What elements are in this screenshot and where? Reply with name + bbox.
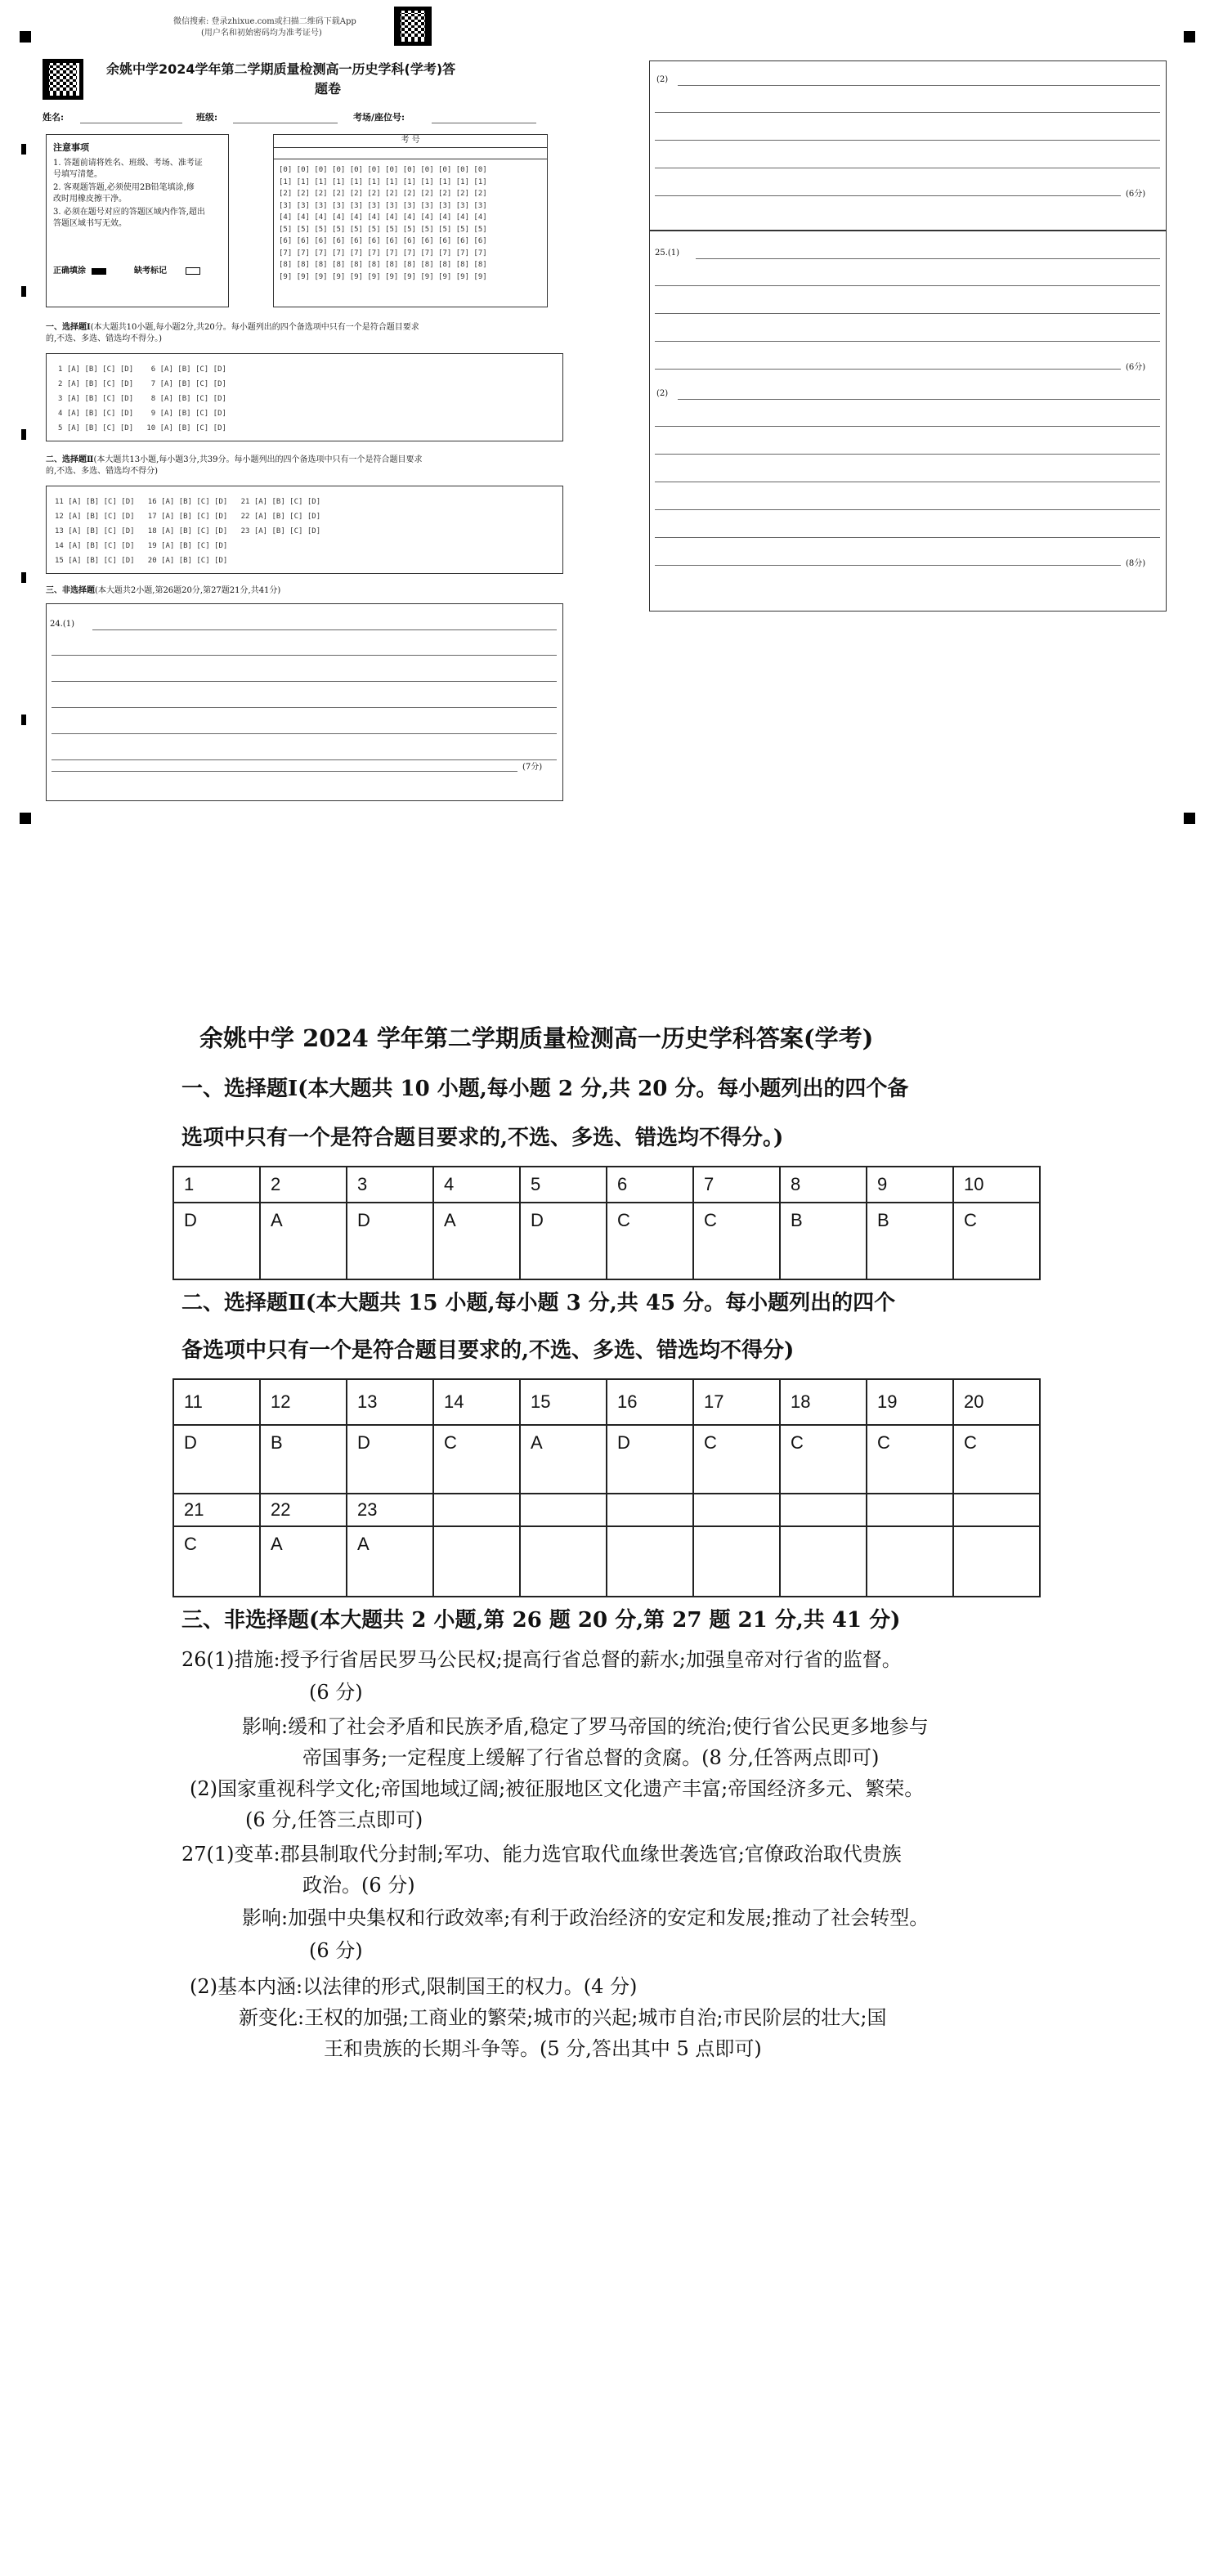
answer-26-1-impact-cont: 帝国事务;一定程度上缓解了行省总督的贪腐。(8 分,任答两点即可)	[302, 1746, 880, 1769]
q24-label: 24.(1)	[50, 620, 75, 629]
question-number-cell: 22	[260, 1494, 347, 1526]
answer-cell: D	[520, 1203, 607, 1279]
bubble-row[interactable]: 4 [A] [B] [C] [D] 9 [A] [B] [C] [D]	[58, 410, 226, 418]
bubble-row[interactable]: [8] [8] [8] [8] [8] [8] [8] [8] [8] [8] [8] [8]	[279, 261, 487, 269]
q-right-2-box	[649, 60, 1167, 231]
question-number-cell: 10	[953, 1167, 1040, 1203]
mc2-box	[46, 486, 563, 574]
sheet-title: 余姚中学2024学年第二学期质量检测高一历史学科(学考)答	[106, 61, 456, 77]
mc2-bubbles[interactable]	[55, 495, 320, 568]
answer-cell: D	[173, 1203, 260, 1279]
answer-cell	[780, 1526, 867, 1597]
answer-cell: C	[953, 1203, 1040, 1279]
question-number-cell	[953, 1494, 1040, 1526]
answer-27-2-changes: 新变化:王权的加强;工商业的繁荣;城市的兴起;城市自治;市民阶层的壮大;国	[239, 2006, 887, 2029]
answer-cell: C	[607, 1203, 693, 1279]
exam-number-label: 考 号	[274, 135, 547, 148]
question-number-cell	[520, 1494, 607, 1526]
missing-checkbox[interactable]	[186, 267, 200, 275]
correct-fill-sample	[92, 268, 106, 275]
answer-27-1-change-cont: 政治。(6 分)	[302, 1874, 415, 1897]
nc-desc: (本大题共2小题,第26题20分,第27题21分,共41分)	[95, 586, 281, 595]
answer-cell	[953, 1526, 1040, 1597]
question-number-cell: 3	[347, 1167, 433, 1203]
answer-27-2-meaning: (2)基本内涵:以法律的形式,限制国王的权力。(4 分)	[190, 1975, 638, 1998]
bubble-row[interactable]: 15 [A] [B] [C] [D] 20 [A] [B] [C] [D]	[55, 557, 228, 565]
timing-mark	[21, 572, 26, 583]
question-number-cell: 17	[693, 1379, 780, 1425]
question-number-cell	[867, 1494, 953, 1526]
answer-cell: D	[607, 1425, 693, 1494]
correct-fill-label: 正确填涂	[53, 267, 86, 276]
answer-cell	[693, 1526, 780, 1597]
answer-cell	[867, 1526, 953, 1597]
bubble-row[interactable]: [2] [2] [2] [2] [2] [2] [2] [2] [2] [2] [2] [2]	[279, 190, 487, 198]
bubble-row[interactable]: 3 [A] [B] [C] [D] 8 [A] [B] [C] [D]	[58, 395, 226, 403]
bubble-row[interactable]: [6] [6] [6] [6] [6] [6] [6] [6] [6] [6] [6] [6]	[279, 237, 487, 245]
question-number-cell: 15	[520, 1379, 607, 1425]
question-number-cell: 2	[260, 1167, 347, 1203]
question-number-cell: 9	[867, 1167, 953, 1203]
question-number-cell: 12	[260, 1379, 347, 1425]
answer-cell: B	[867, 1203, 953, 1279]
question-number-cell: 14	[433, 1379, 520, 1425]
sec1-heading-cont: 选项中只有一个是符合题目要求的,不选、多选、错选均不得分。)	[181, 1126, 784, 1150]
q25-label: 25.(1)	[655, 249, 680, 258]
answer-26-1-impact: 影响:缓和了社会矛盾和民族矛盾,稳定了罗马帝国的统治;使行省公民更多地参与	[242, 1715, 929, 1738]
question-number-cell: 19	[867, 1379, 953, 1425]
answer-cell: A	[433, 1203, 520, 1279]
answer-cell: D	[173, 1425, 260, 1494]
seat-label: 考场/座位号:	[353, 112, 405, 123]
answer-cell: C	[953, 1425, 1040, 1494]
bubble-row[interactable]: 13 [A] [B] [C] [D] 18 [A] [B] [C] [D] 23 [A] [B] [C] [D]	[55, 527, 321, 535]
notice-box	[46, 134, 229, 307]
answer-cell: A	[260, 1203, 347, 1279]
q24-score: (7分)	[522, 763, 543, 772]
timing-mark	[21, 144, 26, 155]
question-number-cell: 20	[953, 1379, 1040, 1425]
mc1-desc-cont: 的,不选、多选、错选均不得分。)	[46, 334, 163, 343]
mc1-box	[46, 353, 563, 441]
answer-26-1-score: (6 分)	[309, 1681, 363, 1704]
notice-item: 改时用橡皮擦干净。	[53, 195, 127, 204]
download-qr-code	[394, 7, 432, 46]
sec2-heading-cont: 备选项中只有一个是符合题目要求的,不选、多选、错选均不得分)	[181, 1338, 795, 1363]
notice-item: 答题区域书写无效。	[53, 219, 127, 228]
q25-box	[649, 231, 1167, 612]
sec3-heading: 三、非选择题(本大题共 2 小题,第 26 题 20 分,第 27 题 21 分,共 41 分)	[181, 1608, 901, 1633]
q25-2-label: (2)	[656, 389, 669, 398]
q-right-2-label: (2)	[656, 75, 669, 84]
question-number-cell: 1	[173, 1167, 260, 1203]
bubble-row[interactable]: 5 [A] [B] [C] [D] 10 [A] [B] [C] [D]	[58, 424, 226, 432]
answer-cell	[520, 1526, 607, 1597]
answer-table-2	[172, 1378, 1041, 1597]
corner-mark-br	[1184, 813, 1195, 824]
q25-2-score: (8分)	[1126, 559, 1146, 568]
bubble-row[interactable]: 2 [A] [B] [C] [D] 7 [A] [B] [C] [D]	[58, 380, 226, 388]
question-number-cell: 21	[173, 1494, 260, 1526]
notice-title: 注意事项	[53, 142, 89, 153]
mc2-heading: 二、选择题Ⅱ	[46, 455, 94, 464]
promo-text: 微信搜索: 登录zhixue.com或扫描二维码下载App	[173, 17, 356, 26]
name-label: 姓名:	[43, 112, 65, 123]
timing-mark	[21, 429, 26, 440]
exam-number-write-row[interactable]	[274, 148, 547, 159]
question-number-cell: 5	[520, 1167, 607, 1203]
answer-cell: C	[780, 1425, 867, 1494]
mc2-desc-cont: 的,不选、多选、错选均不得分)	[46, 467, 159, 476]
mc1-desc: (本大题共10小题,每小题2分,共20分。每小题列出的四个备选项中只有一个是符合题目要求	[90, 323, 419, 332]
answer-cell: C	[433, 1425, 520, 1494]
answer-cell: A	[260, 1526, 347, 1597]
answer-27-1-change: 27(1)变革:郡县制取代分封制;军功、能力选官取代血缘世袭选官;官僚政治取代贵族	[181, 1843, 902, 1866]
answer-title: 余姚中学 2024 学年第二学期质量检测高一历史学科答案(学考)	[199, 1024, 874, 1052]
answer-cell: B	[780, 1203, 867, 1279]
question-number-cell: 16	[607, 1379, 693, 1425]
answer-cell: C	[693, 1203, 780, 1279]
notice-item: 号填写清楚。	[53, 170, 102, 179]
notice-item: 2. 客观题答题,必须使用2B铅笔填涂,修	[53, 183, 195, 192]
answer-cell: C	[867, 1425, 953, 1494]
answer-cell: A	[520, 1425, 607, 1494]
q25-1-score: (6分)	[1126, 363, 1146, 372]
answer-cell: C	[173, 1526, 260, 1597]
exam-number-bubbles[interactable]	[279, 164, 487, 283]
timing-mark	[21, 715, 26, 725]
answer-cell: A	[347, 1526, 433, 1597]
sec1-heading: 一、选择题Ⅰ(本大题共 10 小题,每小题 2 分,共 20 分。每小题列出的四个备	[181, 1077, 909, 1101]
answer-27-1-score: (6 分)	[309, 1939, 363, 1962]
bubble-row[interactable]: [9] [9] [9] [9] [9] [9] [9] [9] [9] [9] [9] [9]	[279, 272, 487, 281]
sec2-heading: 二、选择题Ⅱ(本大题共 15 小题,每小题 3 分,共 45 分。每小题列出的四个	[181, 1291, 896, 1315]
q24-box	[46, 603, 563, 801]
answer-26-2: (2)国家重视科学文化;帝国地域辽阔;被征服地区文化遗产丰富;帝国经济多元、繁荣。	[190, 1777, 925, 1800]
answer-cell: B	[260, 1425, 347, 1494]
missing-label: 缺考标记	[133, 267, 167, 276]
answer-cell	[433, 1526, 520, 1597]
bubble-row[interactable]: 1 [A] [B] [C] [D] 6 [A] [B] [C] [D]	[58, 365, 226, 374]
question-number-cell	[780, 1494, 867, 1526]
exam-number-box	[273, 134, 548, 307]
sheet-qr-code	[43, 59, 83, 100]
corner-mark-bl	[20, 813, 31, 824]
question-number-cell	[433, 1494, 520, 1526]
mc1-heading: 一、选择题Ⅰ	[46, 323, 91, 332]
question-number-cell: 7	[693, 1167, 780, 1203]
question-number-cell: 11	[173, 1379, 260, 1425]
bubble-row[interactable]: [7] [7] [7] [7] [7] [7] [7] [7] [7] [7] [7] [7]	[279, 249, 487, 258]
bubble-row[interactable]: 12 [A] [B] [C] [D] 17 [A] [B] [C] [D] 22 [A] [B] [C] [D]	[55, 513, 321, 521]
bubble-row[interactable]: [4] [4] [4] [4] [4] [4] [4] [4] [4] [4] [4] [4]	[279, 213, 487, 222]
answer-cell: D	[347, 1203, 433, 1279]
bubble-row[interactable]: 14 [A] [B] [C] [D] 19 [A] [B] [C] [D]	[55, 542, 228, 550]
answer-27-1-impact: 影响:加强中央集权和行政效率;有利于政治经济的安定和发展;推动了社会转型。	[242, 1906, 930, 1929]
bubble-row[interactable]: [5] [5] [5] [5] [5] [5] [5] [5] [5] [5] [5] [5]	[279, 225, 487, 234]
mc2-desc: (本大题共13小题,每小题3分,共39分。每小题列出的四个备选项中只有一个是符合题目要求	[93, 455, 423, 464]
nc-heading: 三、非选择题	[46, 586, 95, 595]
question-number-cell	[693, 1494, 780, 1526]
answer-cell: C	[693, 1425, 780, 1494]
class-label: 班级:	[196, 112, 218, 123]
timing-mark	[21, 286, 26, 297]
bubble-row[interactable]: [0] [0] [0] [0] [0] [0] [0] [0] [0] [0] [0] [0]	[279, 166, 487, 174]
question-number-cell: 6	[607, 1167, 693, 1203]
question-number-cell: 23	[347, 1494, 433, 1526]
answer-cell	[607, 1526, 693, 1597]
question-number-cell: 13	[347, 1379, 433, 1425]
corner-mark-tr	[1184, 31, 1195, 43]
answer-27-2-changes-cont: 王和贵族的长期斗争等。(5 分,答出其中 5 点即可)	[324, 2037, 762, 2060]
corner-mark-tl	[20, 31, 31, 43]
notice-item: 1. 答题前请将姓名、班级、考场、准考证	[53, 159, 203, 168]
question-number-cell: 8	[780, 1167, 867, 1203]
question-number-cell: 18	[780, 1379, 867, 1425]
mc1-bubbles[interactable]	[58, 362, 226, 436]
q-right-2-score: (6分)	[1126, 190, 1146, 199]
bubble-row[interactable]: [3] [3] [3] [3] [3] [3] [3] [3] [3] [3] [3] [3]	[279, 201, 487, 210]
bubble-row[interactable]: 11 [A] [B] [C] [D] 16 [A] [B] [C] [D] 21 [A] [B] [C] [D]	[55, 498, 321, 506]
answer-26-1-measures: 26(1)措施:授予行省居民罗马公民权;提高行省总督的薪水;加强皇帝对行省的监督。	[181, 1648, 902, 1671]
question-number-cell: 4	[433, 1167, 520, 1203]
answer-cell: D	[347, 1425, 433, 1494]
answer-table-1	[172, 1166, 1041, 1280]
answer-26-2-score: (6 分,任答三点即可)	[245, 1808, 423, 1831]
notice-item: 3. 必须在题号对应的答题区域内作答,超出	[53, 208, 205, 217]
promo-note: (用户名和初始密码均为准考证号)	[201, 29, 322, 38]
question-number-cell	[607, 1494, 693, 1526]
sheet-title-cont: 题卷	[315, 81, 342, 96]
bubble-row[interactable]: [1] [1] [1] [1] [1] [1] [1] [1] [1] [1] [1] [1]	[279, 177, 487, 186]
